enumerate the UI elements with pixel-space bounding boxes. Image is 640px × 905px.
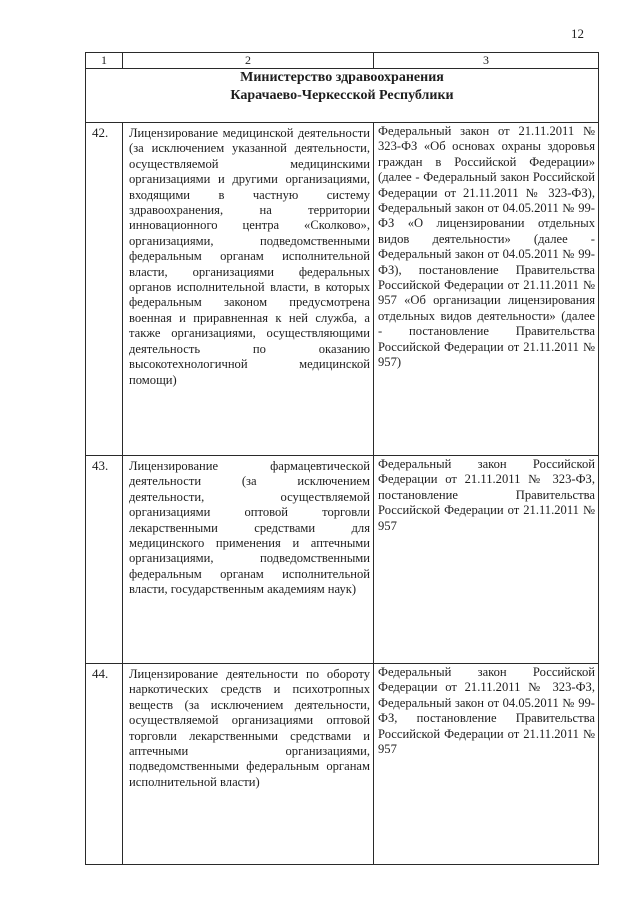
column-number-3: 3 bbox=[374, 53, 599, 69]
legal-basis: Федеральный закон Российской Федерации от 21.11.2011 № 323-ФЗ, Федеральный закон от 04.05.2011 № 99-ФЗ, постановление Правительства Российской Федерации от 21.11.2011 № 957 bbox=[378, 665, 595, 757]
legal-basis: Федеральный закон Российской Федерации от 21.11.2011 № 323-ФЗ, постановление Правительства Российской Федерации от 21.11.2011 № 957 bbox=[378, 457, 595, 533]
table-row bbox=[86, 123, 599, 456]
ministry-header-row bbox=[86, 69, 599, 123]
service-name: Лицензирование медицинской деятельности (за исключением указанной деятельности, осуществляемой медицинскими организациями и другими организациями, входящими в частную систему здравоохранения, на территории инновационного центра «Сколково», организациями, подведомственными федеральным органам исполнительной власти, организациями федеральных органов исполнительной власти, в которых федеральным законом предусмотрена военная и приравненная к ней служба, а также организациями, осуществляющими деятельность по оказанию высокотехнологичной медицинской помощи) bbox=[129, 126, 370, 387]
table-row bbox=[86, 664, 599, 865]
service-name-cell bbox=[123, 456, 374, 664]
row-number: 42. bbox=[86, 123, 123, 456]
ministry-heading-line-2: Карачаево-Черкесской Республики bbox=[230, 88, 454, 103]
legal-basis: Федеральный закон от 21.11.2011 № 323-ФЗ «Об основах охраны здоровья граждан в Российской Федерации» (далее - Федеральный закон Российской Федерации от 21.11.2011 № 323-ФЗ), Федеральный закон от 04.05.2011 № 99-ФЗ «О лицензировании отдельных видов деятельности» (далее - Федеральный закон от 04.05.2011 № 99-ФЗ), постановление Правительства Российской Федерации от 21.11.2011 № 957 «Об организации лицензирования отдельных видов деятельности» (далее - постановление Правительства Российской Федерации от 21.11.2011 № 957) bbox=[378, 124, 595, 370]
column-numbers-row bbox=[86, 53, 599, 69]
table-row bbox=[86, 456, 599, 664]
row-number: 43. bbox=[86, 456, 123, 664]
service-name: Лицензирование деятельности по обороту наркотических средств и психотропных веществ (за исключением деятельности, осуществляемой организациями оптовой торговли лекарственными средствами и аптечными организациями, подведомственными федеральным органам исполнительной власти) bbox=[129, 667, 370, 789]
licensing-table bbox=[85, 52, 599, 865]
column-number-1: 1 bbox=[86, 53, 123, 69]
legal-basis-cell bbox=[374, 123, 599, 456]
service-name-cell bbox=[123, 123, 374, 456]
page-number: 12 bbox=[571, 26, 584, 41]
column-number-2: 2 bbox=[123, 53, 374, 69]
ministry-heading-line-1: Министерство здравоохранения bbox=[240, 70, 444, 85]
legal-basis-cell bbox=[374, 456, 599, 664]
legal-basis-cell bbox=[374, 664, 599, 865]
row-number: 44. bbox=[86, 664, 123, 865]
ministry-heading bbox=[86, 69, 599, 123]
service-name: Лицензирование фармацевтической деятельности (за исключением деятельности, осуществляемой организациями оптовой торговли лекарственными средствами для медицинского применения и аптечными организациями, подведомственными федеральным органам исполнительной власти, государственным академиям наук) bbox=[129, 459, 370, 597]
service-name-cell bbox=[123, 664, 374, 865]
